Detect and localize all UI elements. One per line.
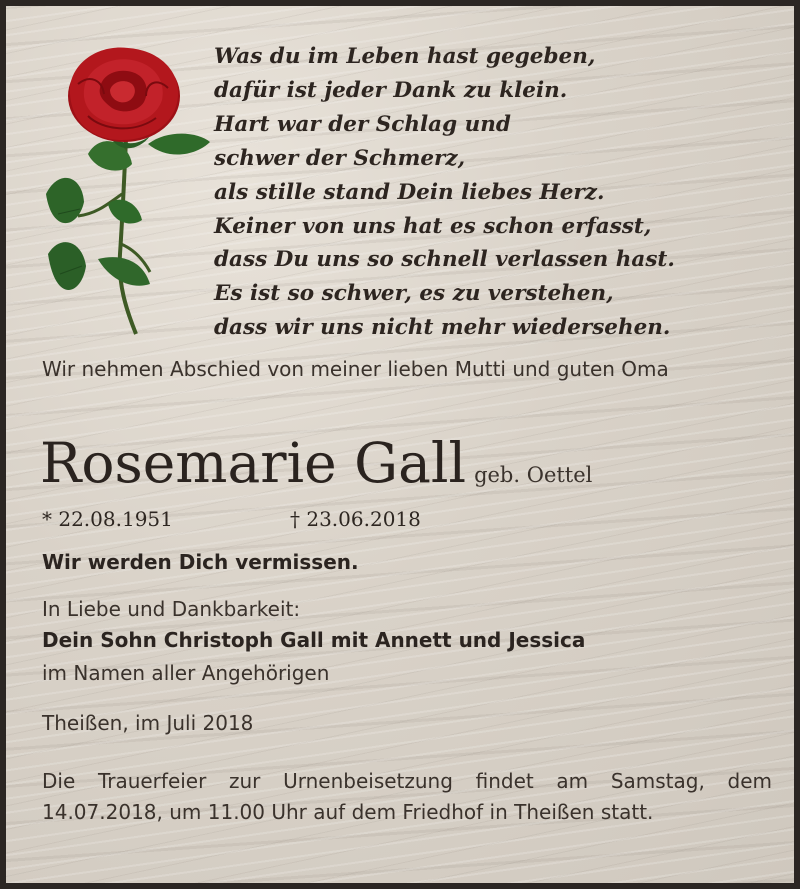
love-line: In Liebe und Dankbarkeit:: [42, 597, 301, 621]
poem-line: Hart war der Schlag und: [214, 111, 511, 137]
family-line: Dein Sohn Christoph Gall mit Annett und Jessica: [42, 628, 586, 652]
deceased-name: Rosemarie Gall: [40, 431, 467, 495]
poem-line: dass wir uns nicht mehr wiedersehen.: [214, 315, 671, 341]
poem-line: Es ist so schwer, es zu verstehen,: [214, 281, 614, 307]
maiden-name: geb. Oettel: [474, 463, 593, 487]
birth-date: * 22.08.1951: [42, 507, 173, 531]
miss-line: Wir werden Dich vermissen.: [42, 550, 359, 574]
poem-line: als stille stand Dein liebes Herz.: [214, 179, 605, 205]
deceased-name-row: [40, 431, 592, 495]
poem: [214, 40, 774, 345]
place-date: Theißen, im Juli 2018: [42, 711, 254, 735]
poem-line: Keiner von uns hat es schon erfasst,: [214, 213, 652, 239]
death-date: † 23.06.2018: [290, 507, 421, 531]
funeral-notice: Die Trauerfeier zur Urnenbeisetzung findet am Samstag, dem 14.07.2018, um 11.00 Uhr auf dem Friedhof in Theißen statt.: [42, 769, 772, 824]
rose-icon: [38, 44, 213, 339]
poem-line: Was du im Leben hast gegeben,: [214, 44, 596, 69]
relatives-line: im Namen aller Angehörigen: [42, 661, 330, 685]
poem-line: schwer der Schmerz,: [214, 145, 466, 171]
poem-line: dass Du uns so schnell verlassen hast.: [214, 247, 675, 273]
poem-line: dafür ist jeder Dank zu klein.: [214, 77, 568, 103]
intro-text: Wir nehmen Abschied von meiner lieben Mutti und guten Oma: [42, 357, 669, 381]
